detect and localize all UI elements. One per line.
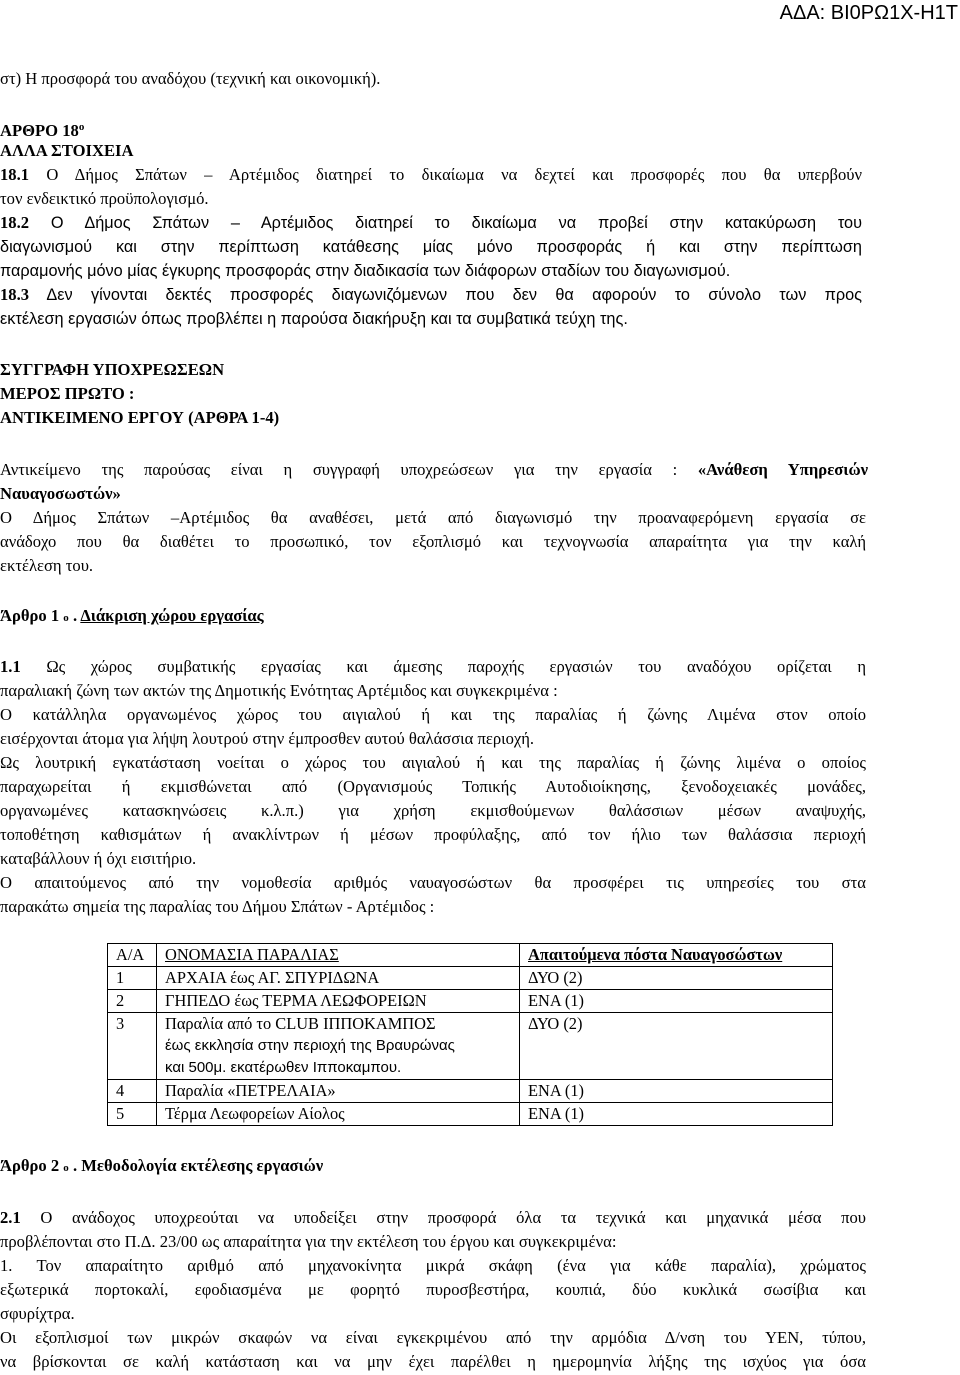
text: Οι εξοπλισμοί των μικρών σκαφών να είναι εγκεκριμένου από την αρμόδια Δ/νση του ΥΕΝ, τύπου, (0, 1328, 866, 1347)
section-subheading (0, 382, 134, 406)
text: Ο Δήμος Σπάτων –Αρτέμιδος θα αναθέσει, μετά από διαγωνισμό την προαναφερόμενη εργασία σε (0, 508, 866, 527)
paragraph-18-1 (0, 163, 862, 187)
paragraph-18-2 (0, 211, 862, 235)
paragraph-number: 18.2 (0, 213, 30, 232)
paragraph-18-3 (0, 283, 862, 307)
article-18-title (0, 139, 133, 163)
text: στ) Η προσφορά του αναδόχου (τεχνική και οικονομική). (0, 69, 381, 88)
object-paragraph (0, 458, 868, 482)
text-line (0, 775, 866, 799)
text-line (0, 823, 866, 847)
paragraph-2-1 (0, 1206, 866, 1230)
row-number: 5 (108, 1103, 157, 1126)
text: Ως λουτρική εγκατάσταση νοείται ο χώρος του αιγιαλού ή και της παραλίας ή ζώνης λιμένα ο οποίος (0, 753, 866, 772)
text-line (0, 67, 380, 91)
superscript: ο (78, 121, 85, 133)
text: παραλιακή ζώνη των ακτών της Δημοτικής Ενότητας Αρτέμιδος και συγκεκριμένα : (0, 681, 558, 700)
beach-name: ΓΗΠΕΔΟ έως ΤΕΡΜΑ ΛΕΩΦΟΡΕΙΩΝ (157, 990, 520, 1013)
paragraph-number: 18.1 (0, 165, 30, 184)
text: Άρθρο 2 (0, 1156, 64, 1175)
text-line (0, 1302, 75, 1326)
paragraph-1-1 (0, 655, 866, 679)
service-title: Ναυαγοσωστών» (0, 484, 121, 503)
row-number: 2 (108, 990, 157, 1013)
text-line (0, 187, 209, 211)
text: παρακάτω σημεία της παραλίας του Δήμου Σπάτων - Αρτέμιδος : (0, 897, 435, 916)
text: . (68, 606, 81, 625)
text: ΑΝΤΙΚΕΙΜΕΝΟ ΕΡΓΟΥ (ΑΡΘΡΑ 1-4) (0, 408, 280, 427)
article-2-heading (0, 1154, 323, 1180)
table-row (108, 990, 833, 1013)
text: Ως χώρος συμβατικής εργασίας και άμεσης παροχής εργασιών του αναδόχου ορίζεται η (20, 657, 866, 676)
text: ΣΥΓΓΡΑΦΗ ΥΠΟΧΡΕΩΣΕΩΝ (0, 360, 225, 379)
text: ανάδοχο που θα διαθέτει το προσωπικό, τον εξοπλισμό και τεχνογνωσία απαραίτητα για την καλή (0, 532, 866, 551)
posts-count: ΔΥΟ (2) (520, 1013, 833, 1080)
paragraph-number: 1.1 (0, 657, 21, 676)
text-line (0, 847, 196, 871)
text-line (0, 871, 866, 895)
beach-name-cell (157, 1013, 520, 1080)
header-cell: Απαιτούμενα πόστα Ναυαγοσώστων (520, 944, 833, 967)
text: τον ενδεικτικό προϋπολογισμό. (0, 189, 209, 208)
text-line (0, 703, 866, 727)
table-row (108, 1013, 833, 1080)
subscript: ο (63, 1162, 69, 1174)
text: Ο απαιτούμενος από την νομοθεσία αριθμός ναυαγοσώστων θα προσφέρει τις υπηρεσίες του στα (0, 873, 866, 892)
text-line (0, 1230, 616, 1254)
text-line (0, 530, 866, 554)
paragraph-number: 2.1 (0, 1208, 21, 1227)
section-title (0, 406, 279, 430)
text: Ο ανάδοχος υποχρεούται να υποδείξει στην προσφορά όλα τα τεχνικά και μηχανικά μέσα που (20, 1208, 866, 1227)
posts-count: ΕΝΑ (1) (520, 990, 833, 1013)
text-line (0, 506, 866, 530)
row-number: 4 (108, 1080, 157, 1103)
beach-name: Παραλία από το CLUB ΙΠΠΟΚΑΜΠΟΣ (165, 1014, 436, 1033)
text: Δεν γίνονται δεκτές προσφορές διαγωνιζόμενων που δεν θα αφορούν το σύνολο των προς (29, 286, 862, 304)
text-line (0, 895, 434, 919)
beach-name: Παραλία «ΠΕΤΡΕΛΑΙΑ» (157, 1080, 520, 1103)
text: οργανωμένες κατασκηνώσεις κ.λ.π.) για χρήση εκμισθούμενων θαλάσσιων μέσων αναψυχής, (0, 801, 866, 820)
text: Ο Δήμος Σπάτων – Αρτέμιδος διατηρεί το δικαίωμα να δεχτεί και προσφορές που θα υπερβούν (29, 165, 862, 184)
section-heading (0, 358, 224, 382)
article-title: Διάκριση χώρου εργασίας (80, 606, 264, 625)
text-line (0, 482, 121, 506)
text: παραχωρείται ή εκμισθώνεται από (Οργανισμούς Τοπικής Αυτοδιοίκησης, ξενοδοχειακές μονάδες, (0, 777, 866, 796)
posts-count: ΕΝΑ (1) (520, 1103, 833, 1126)
text-line (0, 799, 866, 823)
text-line (0, 751, 866, 775)
text: σφυρίχτρα. (0, 1304, 75, 1323)
posts-count: ΔΥΟ (2) (520, 967, 833, 990)
text: ΜΕΡΟΣ ΠΡΩΤΟ : (0, 384, 135, 403)
beaches-table (107, 943, 833, 1126)
table-row (108, 1103, 833, 1126)
text: εκτέλεση εργασιών όπως προβλέπει η παρούσα διακήρυξη και τα συμβατικά τεύχη της. (0, 310, 628, 328)
text-line (0, 679, 558, 703)
text: να βρίσκονται σε καλή κατάσταση και να μην έχει παρέλθει η ημερομηνία λήξης της ισχύος για όσα (0, 1352, 866, 1371)
subscript: ο (63, 612, 69, 624)
text-line (0, 307, 628, 331)
text: εξωτερικά πορτοκαλί, εφοδιασμένα με φορητό πυροσβεστήρα, κουπιά, δύο κυκλικά σωσίβια και (0, 1280, 866, 1299)
text-line (0, 554, 93, 578)
ada-code: ΑΔΑ: ΒΙ0ΡΩ1Χ-Η1Τ (779, 2, 958, 24)
text: καταβάλλουν ή όχι εισιτήριο. (0, 849, 197, 868)
beach-name-line: και 500μ. εκατέρωθεν Ιπποκαμπου. (165, 1059, 402, 1076)
beach-name: ΑΡΧΑΙΑ έως ΑΓ. ΣΠΥΡΙΔΩΝΑ (157, 967, 520, 990)
table-row (108, 1080, 833, 1103)
header-cell: ΟΝΟΜΑΣΙΑ ΠΑΡΑΛΙΑΣ (157, 944, 520, 967)
text-line (0, 1254, 866, 1278)
article-title: . Μεθοδολογία εκτέλεσης εργασιών (68, 1156, 324, 1175)
paragraph-number: 18.3 (0, 285, 30, 304)
text: Ο Δήμος Σπάτων – Αρτέμιδος διατηρεί το δικαίωμα να προβεί στην κατακύρωση του (29, 214, 862, 232)
text: ΑΛΛΑ ΣΤΟΙΧΕΙΑ (0, 141, 134, 160)
text: εισέρχονται άτομα για λήψη λουτρού στην έμπροσθεν αυτού θαλάσσια περιοχή. (0, 729, 535, 748)
text: Αντικείμενο της παρούσας είναι η συγγραφή υποχρεώσεων για την εργασία : (0, 460, 698, 479)
article-1-heading (0, 604, 264, 630)
text-line (0, 259, 730, 283)
row-number: 3 (108, 1013, 157, 1080)
text-line (0, 1350, 866, 1374)
text: Άρθρο 1 (0, 606, 64, 625)
text: Ο κατάλληλα οργανωμένος χώρος του αιγιαλού ή και της παραλίας ή ζώνης Λιμένα στον οποίο (0, 705, 866, 724)
text-line (0, 235, 862, 259)
text: ΑΡΘΡΟ 18 (0, 121, 79, 140)
text: παραμονής μόνο μίας έγκυρης προσφοράς στην διαδικασία των διάφορων σταδίων του διαγωνισμού. (0, 262, 731, 280)
text-line (0, 1278, 866, 1302)
text: διαγωνισμού και στην περίπτωση κατάθεσης μίας μόνο προσφοράς ή και στην περίπτωση (0, 238, 862, 256)
table-header-row (108, 944, 833, 967)
beach-name-line: έως εκκλησία στην περιοχή της Βραυρώνας (165, 1037, 455, 1054)
text: τοποθέτηση καθισμάτων ή ανακλίντρων ή μέσων προφύλαξης, από τον ήλιο των θαλάσσια περιοχή (0, 825, 866, 844)
text: εκτέλεση του. (0, 556, 94, 575)
posts-count: ΕΝΑ (1) (520, 1080, 833, 1103)
header-cell: Α/Α (108, 944, 157, 967)
text-line (0, 727, 534, 751)
service-title: «Ανάθεση Υπηρεσιών (697, 460, 868, 479)
table-row (108, 967, 833, 990)
beach-name: Τέρμα Λεωφορείων Αίολος (157, 1103, 520, 1126)
text-line (0, 1326, 866, 1350)
text: προβλέπονται στο Π.Δ. 23/00 ως απαραίτητα για την εκτέλεση του έργου και συγκεκριμένα: (0, 1232, 617, 1251)
text: 1. Τον απαραίτητο αριθμό από μηχανοκίνητα μικρά σκάφη (ένα για κάθε παραλία), χρώματος (0, 1256, 866, 1275)
row-number: 1 (108, 967, 157, 990)
